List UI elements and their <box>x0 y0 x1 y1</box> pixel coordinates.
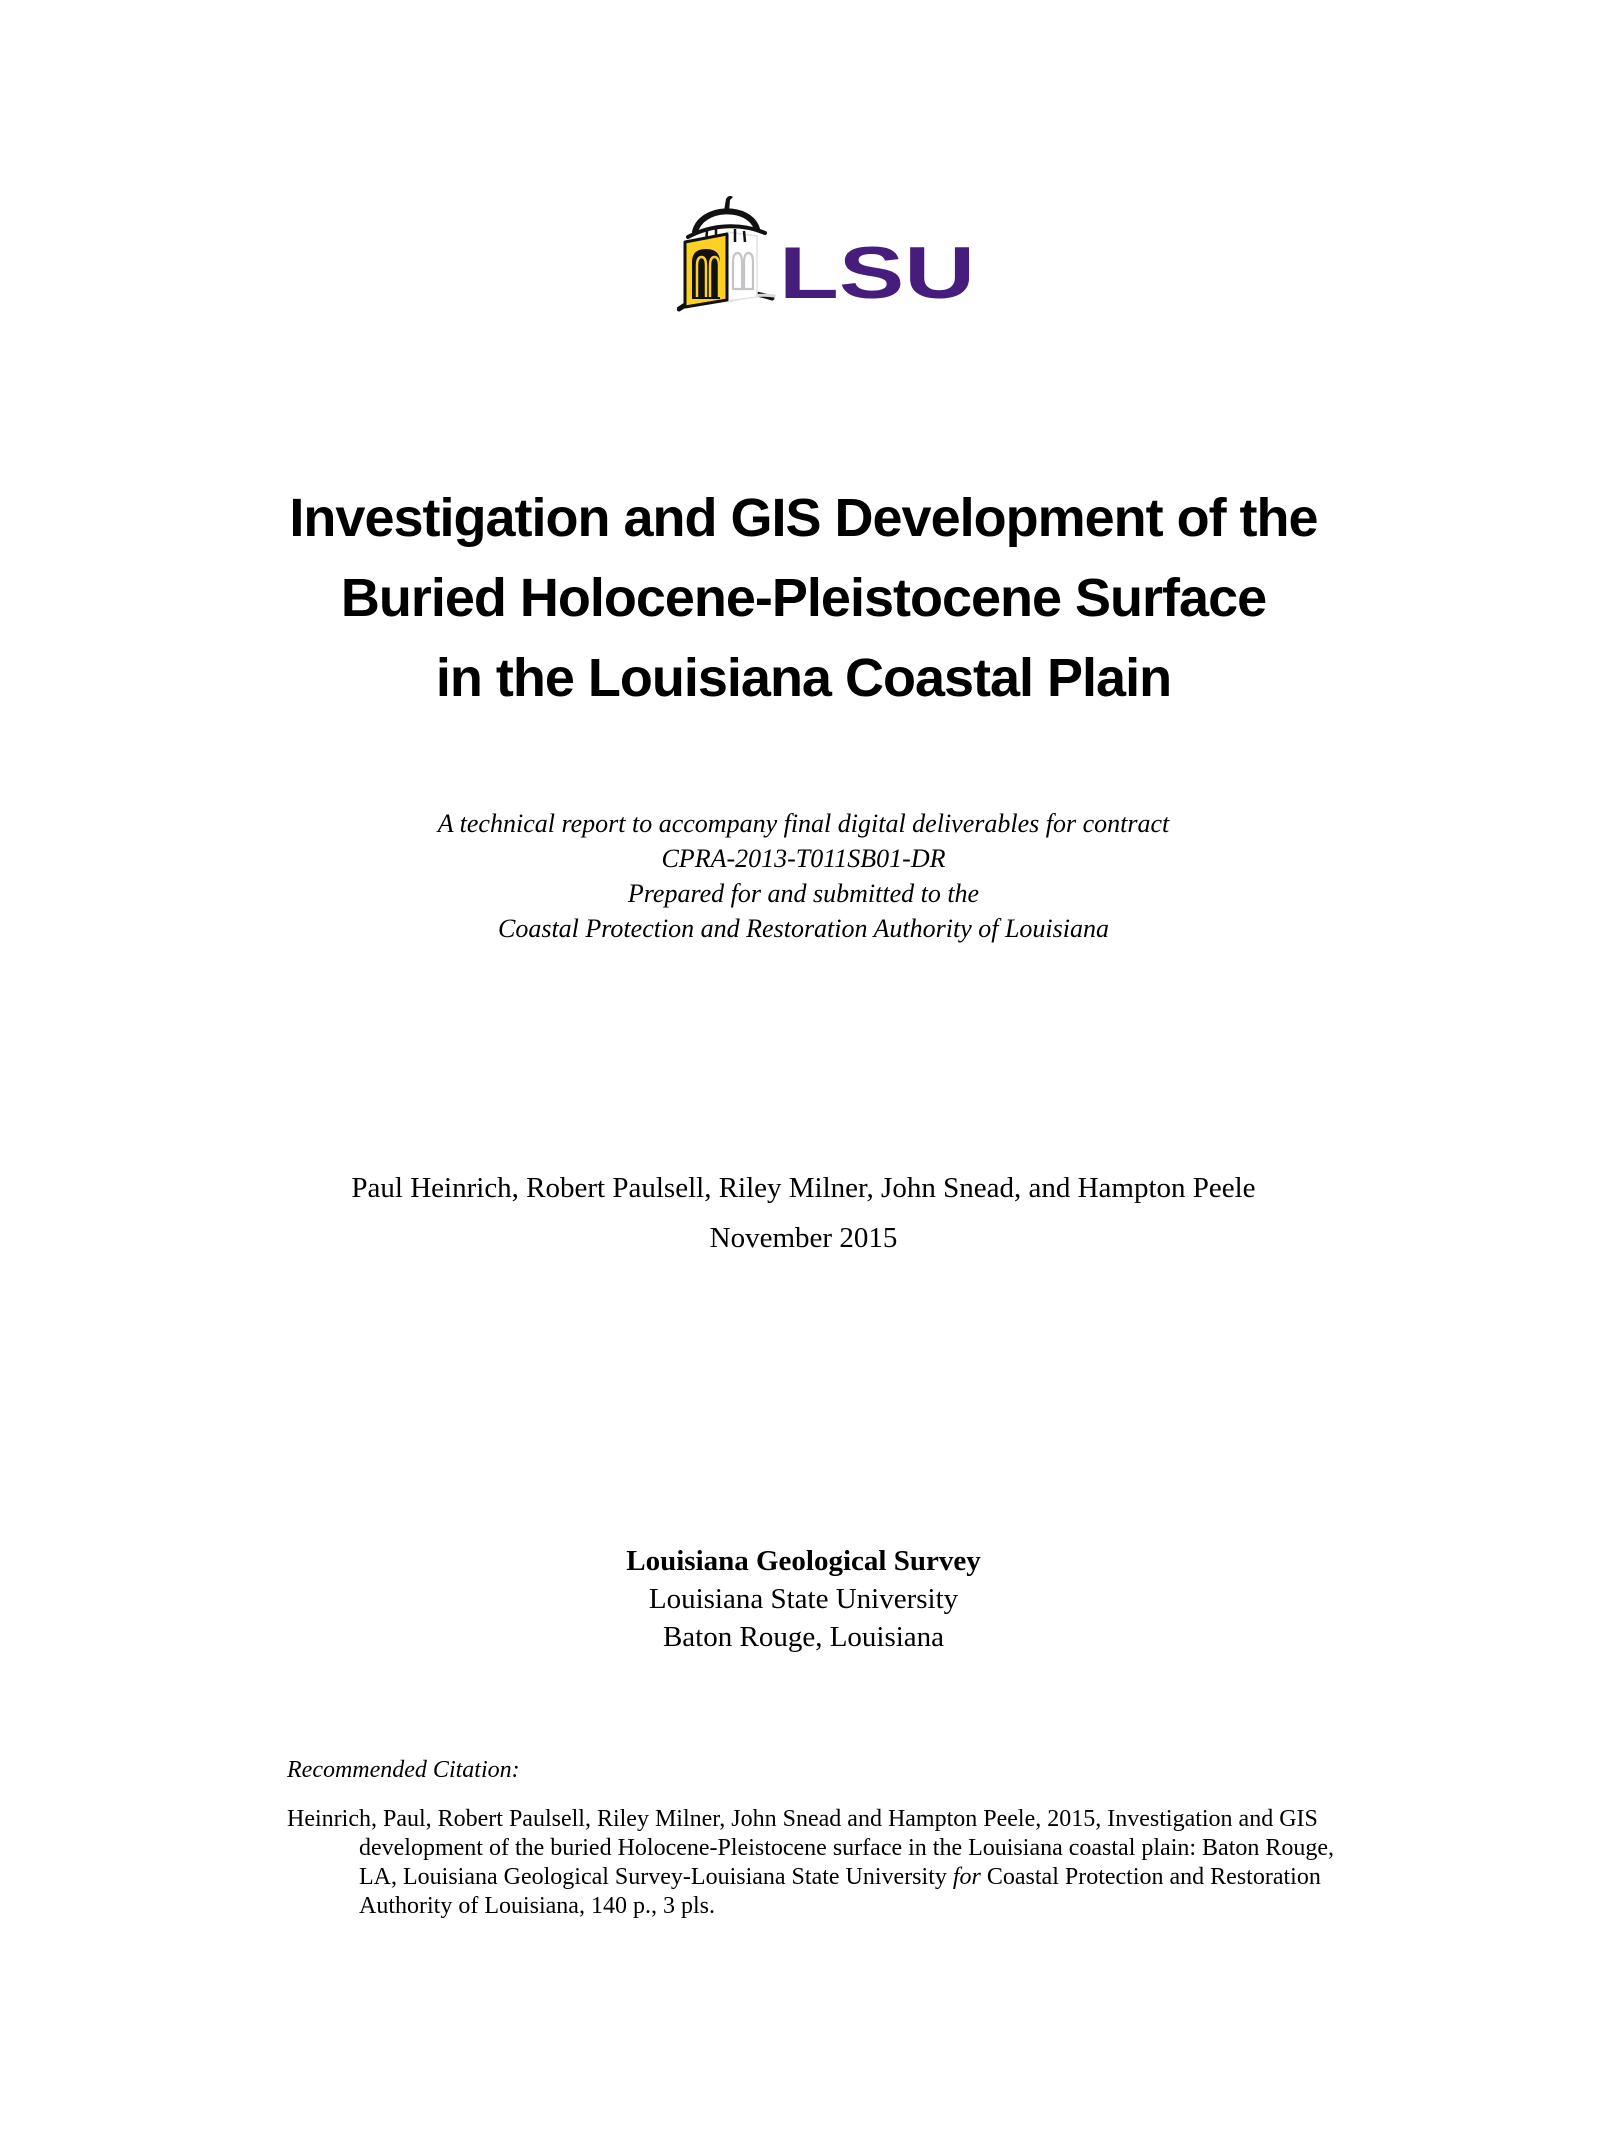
affiliation-block <box>0 1542 1607 1656</box>
citation-part-2: Coastal Protection and Restoration Authority of Louisiana, 140 p., 3 pls. <box>359 1864 1321 1919</box>
citation-italic-for: for <box>952 1864 981 1890</box>
title-line-2: Buried Holocene-Pleistocene Surface <box>340 568 1267 628</box>
date-line: November 2015 <box>709 1222 898 1254</box>
citation-part-1: Heinrich, Paul, Robert Paulsell, Riley Milner, John Snead and Hampton Peele, 2015, Investigation and GIS development of the buried Holocene-Pleistocene surface in the Louisiana coastal plain: Baton Rouge, LA, Louisiana Geological Survey-Louisiana State University <box>287 1806 1335 1890</box>
lsu-wordmark: LSU <box>779 233 975 314</box>
affiliation-university: Louisiana State University <box>648 1583 959 1615</box>
affiliation-city: Baton Rouge, Louisiana <box>662 1621 945 1653</box>
title-line-1: Investigation and GIS Development of the <box>289 488 1318 548</box>
authors-line: Paul Heinrich, Robert Paulsell, Riley Milner, John Snead, and Hampton Peele <box>351 1172 1256 1204</box>
lsu-logo <box>677 196 977 316</box>
subtitle-line-4: Coastal Protection and Restoration Authority of Louisiana <box>497 914 1109 943</box>
report-subtitle <box>0 806 1607 946</box>
title-line-3: in the Louisiana Coastal Plain <box>435 648 1172 708</box>
citation-heading: Recommended Citation: <box>287 1757 520 1783</box>
citation-text <box>287 1805 1357 1921</box>
subtitle-line-3: Prepared for and submitted to the <box>627 879 980 908</box>
contract-number: CPRA-2013-T011SB01-DR <box>661 844 946 873</box>
subtitle-line-1: A technical report to accompany final digital deliverables for contract <box>437 809 1170 838</box>
affiliation-org: Louisiana Geological Survey <box>626 1545 981 1577</box>
report-title <box>0 478 1607 718</box>
campanile-icon <box>679 196 774 309</box>
citation-section <box>287 1756 1357 1921</box>
